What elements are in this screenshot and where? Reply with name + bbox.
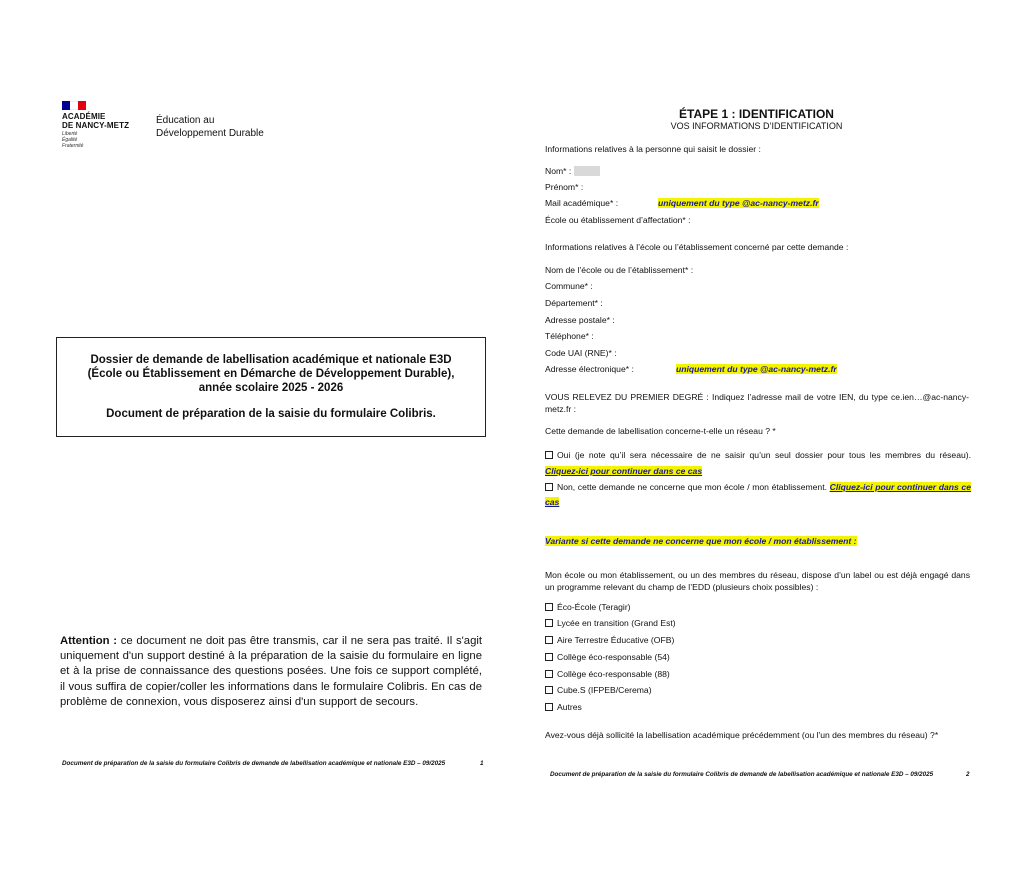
non-checkbox[interactable]	[545, 483, 553, 491]
intro-person: Informations relatives à la personne qui saisit le dossier :	[545, 144, 761, 154]
logo-line-2: DE NANCY-METZ	[62, 120, 130, 130]
adresse-postale-label: Adresse postale* :	[545, 315, 615, 325]
variante-heading: Variante si cette demande ne concerne que mon école / mon établissement :	[545, 536, 857, 546]
title-line-2: (École ou Établissement en Démarche de Développement Durable),	[87, 368, 455, 380]
option-cube-s[interactable]	[545, 685, 652, 695]
title-line-3: année scolaire 2025 - 2026	[198, 382, 344, 394]
page-2	[512, 0, 1024, 887]
option-non[interactable]	[545, 480, 971, 510]
logo-line-1: ACADÉMIE	[62, 112, 106, 121]
adresse-hint: uniquement du type @ac-nancy-metz.fr	[676, 364, 837, 374]
edd-label	[156, 115, 264, 140]
college-88-checkbox[interactable]	[545, 670, 553, 678]
edd-line-1: Éducation au	[156, 115, 215, 126]
oui-text: Oui (je note qu’il sera nécessaire de ne saisir qu’un seul dossier pour tous les membres du réseau).	[557, 450, 971, 460]
edd-line-2: Développement Durable	[156, 127, 264, 139]
page-2-number: 2	[966, 771, 970, 778]
academie-logo	[62, 101, 129, 149]
lycee-transition-label: Lycée en transition (Grand Est)	[557, 618, 676, 628]
code-uai-label: Code UAI (RNE)* :	[545, 348, 617, 358]
mail-hint: uniquement du type @ac-nancy-metz.fr	[658, 198, 819, 208]
prenom-label: Prénom* :	[545, 182, 584, 192]
cube-s-label: Cube.S (IFPEB/Cerema)	[557, 685, 652, 695]
nom-redacted-field	[574, 166, 600, 176]
option-aire-terrestre[interactable]	[545, 635, 674, 645]
step-subheading: VOS INFORMATIONS D’IDENTIFICATION	[670, 121, 843, 131]
option-college-88[interactable]	[545, 669, 670, 679]
autres-label: Autres	[557, 702, 582, 712]
last-question: Avez-vous déjà sollicité la labellisation académique précédemment (ou l'un des membres du réseau) ?*	[545, 730, 939, 740]
cube-s-checkbox[interactable]	[545, 686, 553, 694]
option-autres[interactable]	[545, 702, 582, 712]
option-eco-ecole[interactable]	[545, 602, 631, 612]
attention-label: Attention :	[60, 635, 118, 647]
step-heading: ÉTAPE 1 : IDENTIFICATION	[679, 107, 834, 121]
option-college-54[interactable]	[545, 652, 670, 662]
premier-degre-instruction: VOUS RELEVEZ DU PREMIER DEGRÉ : Indiquez l’adresse mail de votre IEN, du type ce.ien…@ac-nancy-metz.fr :	[545, 392, 969, 414]
nom-row	[545, 166, 600, 176]
non-text: Non, cette demande ne concerne que mon école / mon établissement.	[557, 482, 827, 492]
attention-text: ce document ne doit pas être transmis, car il ne sera pas traité. Il s'agit uniquement d'un support destiné à la préparation de la saisie du formulaire en ligne et à la prise de connaissance des questions posées. Une fois ce support complété, il vous suffira de copier/coller les informations dans le formulaire Colibris. En cas de problème de connexion, vous disposerez ainsi d'un support de secours.	[60, 635, 482, 708]
eco-ecole-label: Éco-École (Teragir)	[557, 602, 631, 612]
motto-egalite: Égalité	[62, 137, 78, 143]
ecole-affectation-label: École ou établissement d’affectation* :	[545, 215, 691, 225]
college-54-label: Collège éco-responsable (54)	[557, 652, 670, 662]
reseau-question: Cette demande de labellisation concerne-t-elle un réseau ? *	[545, 426, 776, 436]
option-lycee-transition[interactable]	[545, 618, 676, 628]
motto-liberte: Liberté	[62, 131, 78, 137]
attention-notice	[60, 634, 482, 710]
nom-ecole-label: Nom de l’école ou de l’établissement* :	[545, 265, 694, 275]
autres-checkbox[interactable]	[545, 703, 553, 711]
option-oui[interactable]	[545, 447, 971, 479]
page-2-footer: Document de préparation de la saisie du formulaire Colibris de demande de labellisation académique et nationale E3D – 09/2025	[550, 771, 934, 778]
oui-link[interactable]: Cliquez-ici pour continuer dans ce cas	[545, 466, 703, 476]
adresse-electronique-label: Adresse électronique* :	[545, 364, 634, 374]
aire-terrestre-checkbox[interactable]	[545, 636, 553, 644]
label-question: Mon école ou mon établissement, ou un des membres du réseau, dispose d’un label ou est déjà engagé dans un programme relevant du champ de l’EDD (plusieurs choix possibles) :	[545, 570, 970, 592]
title-line-1: Dossier de demande de labellisation académique et nationale E3D	[90, 354, 452, 366]
aire-terrestre-label: Aire Terrestre Éducative (OFB)	[557, 635, 675, 645]
departement-label: Département* :	[545, 298, 603, 308]
motto-fraternite: Fraternité	[62, 143, 84, 149]
commune-label: Commune* :	[545, 281, 593, 291]
lycee-transition-checkbox[interactable]	[545, 619, 553, 627]
nom-label: Nom* :	[545, 166, 572, 176]
intro-school: Informations relatives à l’école ou l’établissement concerné par cette demande :	[545, 242, 849, 252]
non-link[interactable]: Cliquez-ici pour continuer dans ce cas	[545, 482, 971, 507]
marianne-flag-icon	[62, 101, 86, 110]
college-54-checkbox[interactable]	[545, 653, 553, 661]
page-1-footer: Document de préparation de la saisie du formulaire Colibris de demande de labellisation académique et nationale E3D – 09/2025	[62, 760, 446, 767]
telephone-label: Téléphone* :	[545, 331, 594, 341]
college-88-label: Collège éco-responsable (88)	[557, 669, 670, 679]
mail-label: Mail académique* :	[545, 198, 619, 208]
page-1-number: 1	[480, 760, 484, 767]
eco-ecole-checkbox[interactable]	[545, 603, 553, 611]
title-line-4: Document de préparation de la saisie du formulaire Colibris.	[106, 408, 436, 420]
document-title-box	[56, 337, 486, 437]
oui-checkbox[interactable]	[545, 451, 553, 459]
